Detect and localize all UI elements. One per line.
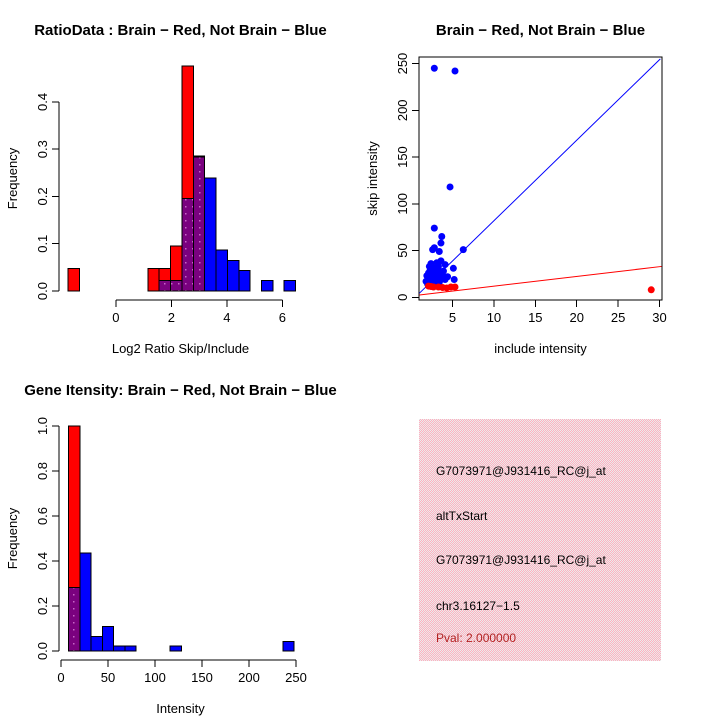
scatter-point bbox=[431, 65, 438, 72]
scatter-point bbox=[450, 265, 457, 272]
scatter-point bbox=[460, 246, 467, 253]
plot-box bbox=[419, 57, 662, 300]
probe-id-text: G7073971@J931416_RC@j_at bbox=[436, 464, 606, 478]
x-tick-label: 100 bbox=[144, 670, 166, 685]
chart-title: Brain − Red, Not Brain − Blue bbox=[435, 22, 646, 39]
hist-bar-blue bbox=[170, 646, 181, 651]
hist-bar-blue bbox=[102, 626, 113, 651]
scatter-point bbox=[431, 225, 438, 232]
scatter-point bbox=[429, 246, 436, 253]
x-tick-label: 150 bbox=[191, 670, 213, 685]
y-tick-label: 250 bbox=[395, 52, 410, 75]
y-tick-label: 150 bbox=[395, 146, 410, 168]
x-axis-label: include intensity bbox=[494, 341, 587, 356]
y-tick-label: 0 bbox=[395, 293, 410, 301]
panel-gene-intensity-histogram bbox=[0, 360, 360, 720]
x-tick-label: 15 bbox=[528, 310, 543, 325]
hist-bar-blue bbox=[262, 281, 273, 291]
x-tick-label: 50 bbox=[100, 670, 116, 685]
scatter-point bbox=[442, 261, 449, 268]
x-tick-label: 30 bbox=[652, 310, 667, 325]
y-tick-label: 0.4 bbox=[35, 92, 50, 111]
x-axis-label: Log2 Ratio Skip/Include bbox=[111, 341, 250, 356]
x-tick-label: 25 bbox=[610, 310, 626, 325]
axes bbox=[412, 57, 662, 307]
panel-gene-info bbox=[360, 360, 720, 720]
scatter-point bbox=[437, 240, 444, 247]
probe-id-text-2: G7073971@J931416_RC@j_at bbox=[436, 553, 606, 567]
y-tick-label: 0.0 bbox=[35, 281, 50, 301]
scatter-series bbox=[423, 65, 467, 288]
scatter-point bbox=[447, 183, 454, 190]
locus-text: chr3.16127−1.5 bbox=[436, 599, 520, 613]
x-tick-label: 10 bbox=[486, 310, 502, 325]
y-tick-label: 0.6 bbox=[35, 506, 50, 526]
y-tick-label: 0.4 bbox=[35, 551, 50, 571]
scatter-point bbox=[436, 248, 443, 255]
y-tick-label: 100 bbox=[395, 192, 410, 215]
y-axis-label: Frequency bbox=[5, 507, 20, 570]
ratio-histogram-chart bbox=[0, 0, 360, 360]
y-tick-label: 0.0 bbox=[35, 641, 50, 661]
not-brain-fit-line bbox=[419, 59, 660, 293]
panel-intensity-scatter bbox=[360, 0, 720, 360]
hist-bar-overlap bbox=[182, 198, 193, 291]
hist-bar-blue bbox=[216, 250, 227, 291]
hist-bar-blue bbox=[125, 646, 136, 651]
histogram-bars bbox=[69, 426, 295, 651]
x-tick-label: 20 bbox=[569, 310, 584, 325]
scatter-series bbox=[425, 283, 655, 294]
hist-bar-blue bbox=[205, 178, 216, 291]
scatter-point bbox=[451, 276, 458, 283]
hist-bar-overlap bbox=[69, 587, 80, 651]
hist-bar-blue bbox=[80, 553, 91, 651]
y-tick-label: 0.2 bbox=[35, 187, 50, 206]
hist-bar-overlap bbox=[193, 157, 204, 291]
hist-bar-blue bbox=[227, 260, 238, 291]
hist-bar-red bbox=[68, 268, 79, 291]
y-tick-label: 0.8 bbox=[35, 461, 50, 481]
y-tick-label: 200 bbox=[395, 99, 410, 122]
x-tick-label: 5 bbox=[448, 310, 457, 325]
y-tick-label: 50 bbox=[395, 243, 410, 258]
hist-bar-blue bbox=[91, 636, 102, 651]
gene-info-box bbox=[419, 419, 661, 661]
x-axis-label: Intensity bbox=[156, 701, 205, 716]
intensity-scatter-chart bbox=[360, 0, 720, 360]
y-axis-label: skip intensity bbox=[365, 141, 380, 216]
splice-event-type-text: altTxStart bbox=[436, 509, 488, 523]
hist-bar-red bbox=[148, 268, 159, 291]
scatter-point bbox=[452, 284, 459, 291]
pval-text: Pval: 2.000000 bbox=[436, 631, 517, 645]
chart-title: Gene Itensity: Brain − Red, Not Brain − Blue bbox=[24, 382, 337, 399]
chart-title: RatioData : Brain − Red, Not Brain − Blue bbox=[34, 22, 327, 39]
gene-intensity-histogram-chart bbox=[0, 360, 360, 720]
x-tick-label: 2 bbox=[167, 310, 175, 325]
hist-bar-blue bbox=[114, 646, 125, 651]
x-tick-label: 0 bbox=[57, 670, 65, 685]
x-tick-label: 4 bbox=[223, 310, 231, 325]
hist-bar-blue bbox=[239, 271, 250, 291]
hist-bar-blue bbox=[283, 641, 294, 651]
scatter-point bbox=[438, 233, 445, 240]
x-tick-label: 6 bbox=[278, 310, 286, 325]
x-tick-label: 250 bbox=[285, 670, 307, 685]
panel-ratio-histogram bbox=[0, 0, 360, 360]
scatter-point bbox=[452, 68, 459, 75]
hist-bar-overlap bbox=[171, 281, 182, 291]
y-tick-label: 0.3 bbox=[35, 140, 50, 159]
x-tick-label: 200 bbox=[238, 670, 260, 685]
x-tick-label: 0 bbox=[112, 310, 120, 325]
y-tick-label: 0.1 bbox=[35, 234, 50, 253]
y-axis-label: Frequency bbox=[5, 147, 20, 210]
y-tick-label: 1.0 bbox=[35, 416, 50, 436]
scatter-point bbox=[648, 286, 655, 293]
hist-bar-overlap bbox=[159, 281, 170, 291]
y-tick-label: 0.2 bbox=[35, 596, 50, 616]
hist-bar-blue bbox=[284, 281, 295, 291]
histogram-bars bbox=[68, 66, 295, 291]
